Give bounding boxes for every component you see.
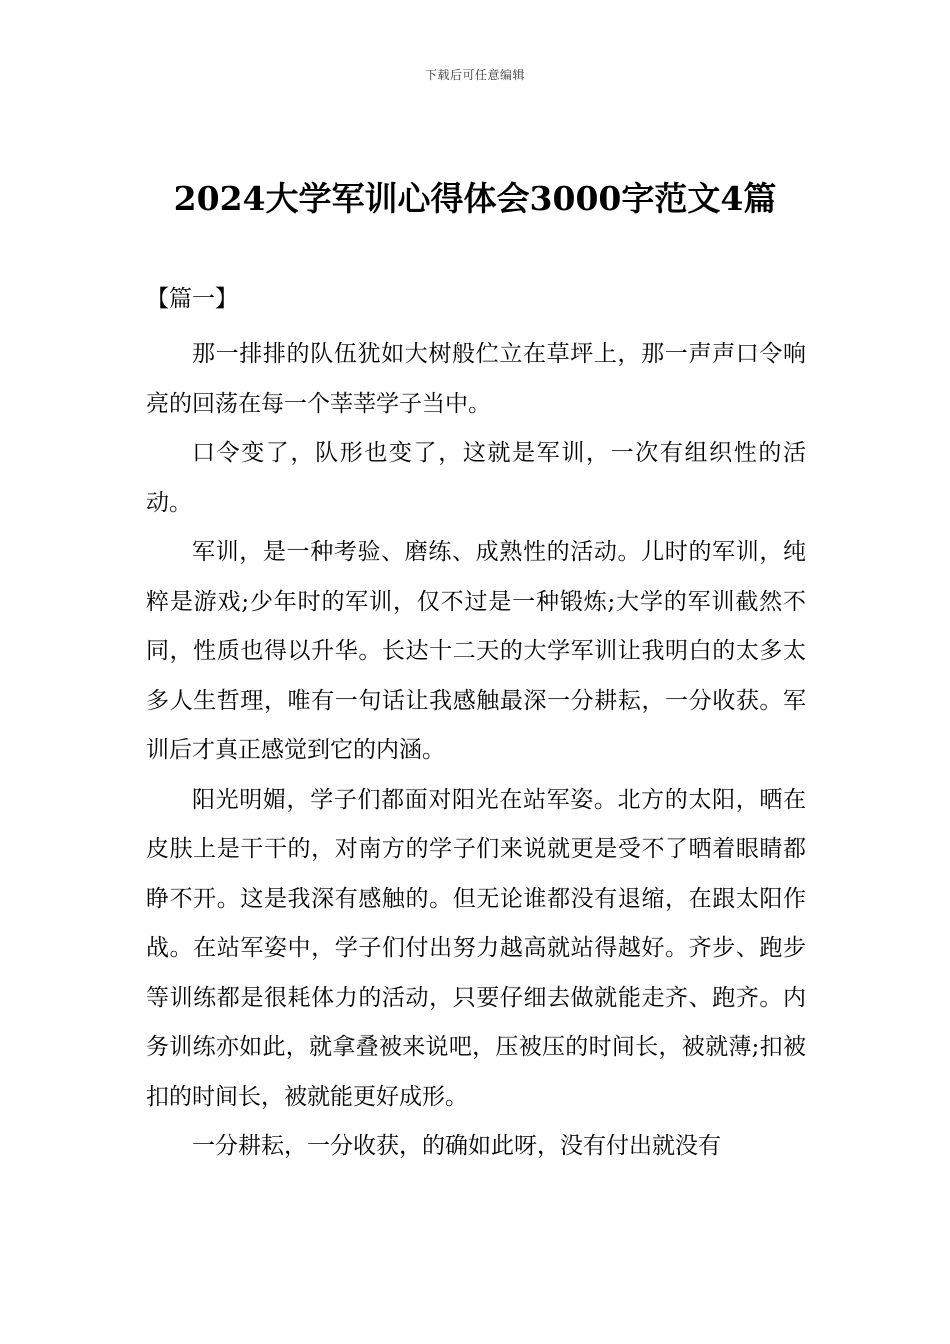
paragraph: 口令变了，队形也变了，这就是军训，一次有组织性的活动。 xyxy=(146,440,806,516)
document-title: 2024大学军训心得体会3000字范文4篇 xyxy=(173,179,777,218)
paragraph: 那一排排的队伍犹如大树般伫立在草坪上，那一声声口令响亮的回荡在每一个莘莘学子当中。 xyxy=(146,341,806,417)
body-text xyxy=(146,330,806,1172)
header-note: 下载后可任意编辑 xyxy=(424,68,525,82)
section-label: 【篇一】 xyxy=(146,286,238,312)
paragraph: 军训，是一种考验、磨练、成熟性的活动。儿时的军训，纯粹是游戏;少年时的军训，仅不过是一种锻炼;大学的军训截然不同，性质也得以升华。长达十二天的大学军训让我明白的太多太多人生哲理，唯有一句话让我感触最深一分耕耘，一分收获。军训后才真正感觉到它的内涵。 xyxy=(146,539,806,763)
paragraph: 阳光明媚，学子们都面对阳光在站军姿。北方的太阳，晒在皮肤上是干干的，对南方的学子们来说就更是受不了晒着眼睛都睁不开。这是我深有感触的。但无论谁都没有退缩，在跟太阳作战。在站军姿中，学子们付出努力越高就站得越好。齐步、跑步等训练都是很耗体力的活动，只要仔细去做就能走齐、跑齐。内务训练亦如此，就拿叠被来说吧，压被压的时间长，被就薄;扣被扣的时间长，被就能更好成形。 xyxy=(146,786,806,1110)
paragraph: 一分耕耘，一分收获，的确如此呀，没有付出就没有 xyxy=(192,1133,721,1159)
